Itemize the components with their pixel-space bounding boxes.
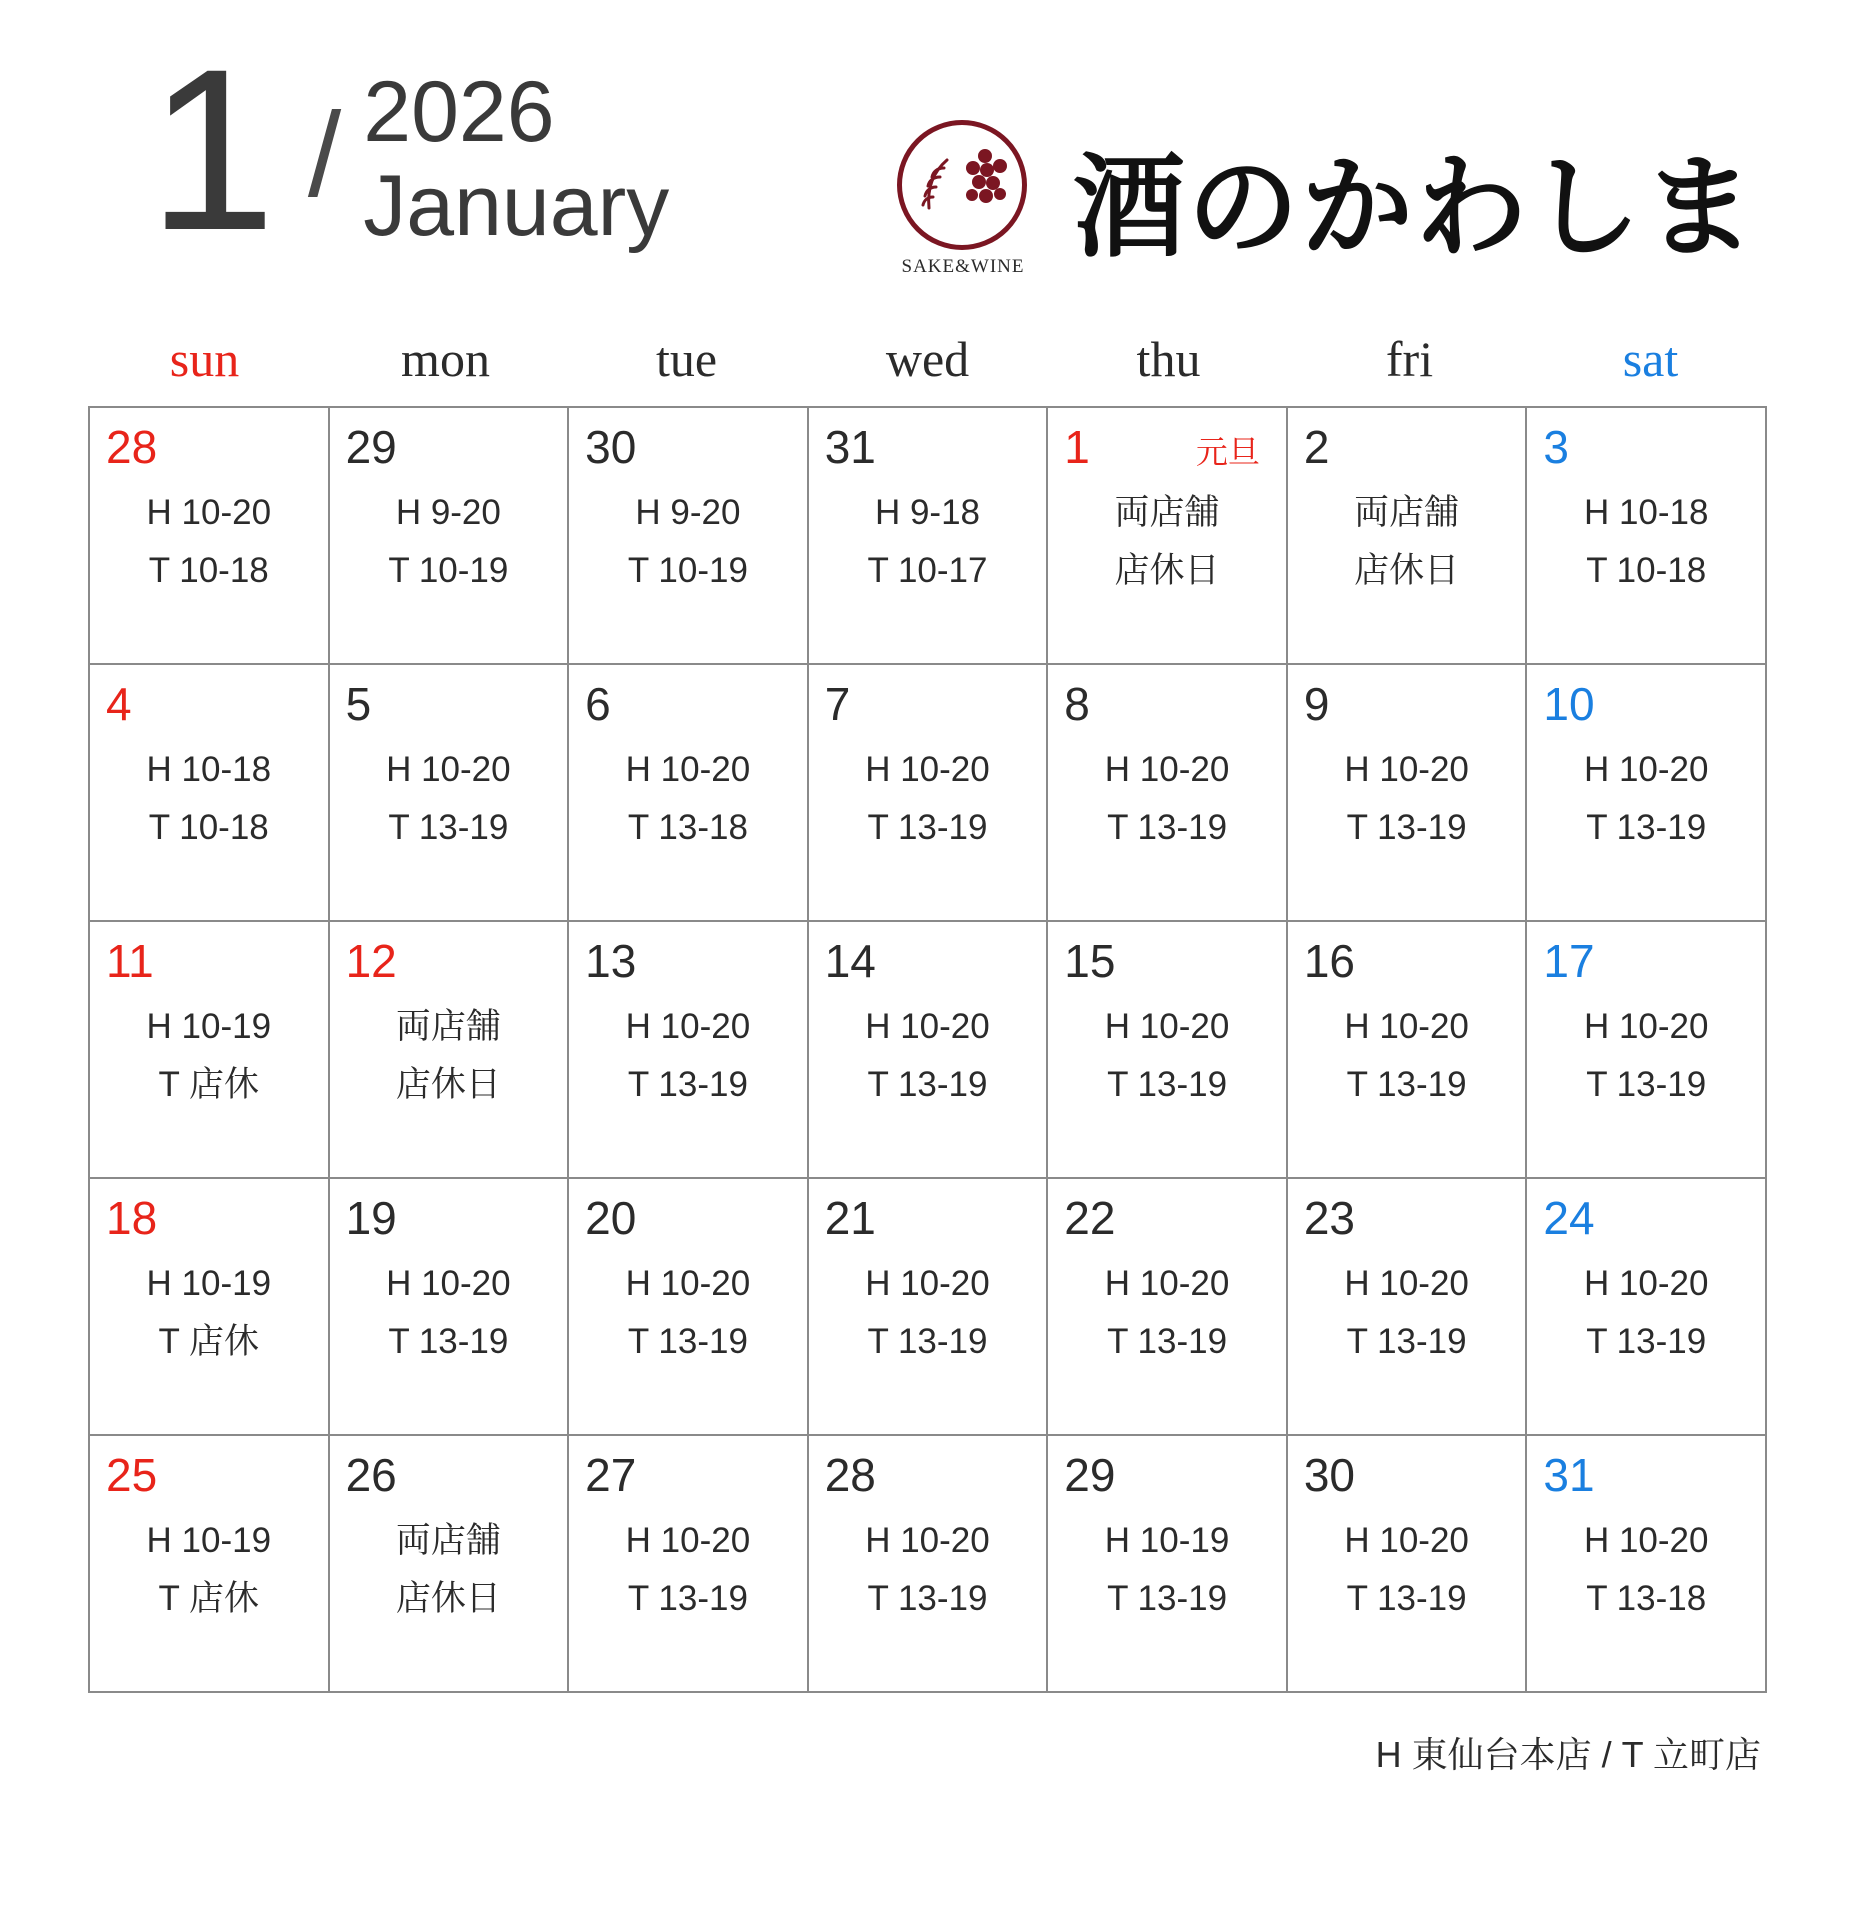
- store-hours: [585, 998, 791, 1114]
- store-hours-line-2: T 10-18: [148, 808, 269, 847]
- store-hours: [1543, 1255, 1749, 1371]
- calendar-day-cell[interactable]: [809, 1436, 1049, 1693]
- day-number-row: [585, 679, 791, 735]
- store-hours-line-1: 両店舗: [1114, 493, 1220, 532]
- store-hours-line-1: H 10-19: [146, 1007, 272, 1046]
- day-number: 19: [345, 1192, 397, 1244]
- day-number: 28: [824, 1449, 876, 1501]
- store-hours-line-1: H 10-19: [146, 1521, 272, 1560]
- store-hours-line-2: T 13-19: [867, 1579, 988, 1618]
- day-number: 7: [824, 678, 851, 730]
- day-number-row: [106, 679, 312, 735]
- calendar-day-cell[interactable]: [1048, 1179, 1288, 1436]
- day-number-row: [585, 422, 791, 478]
- day-number: 4: [106, 678, 132, 730]
- calendar-day-cell[interactable]: [330, 1179, 570, 1436]
- day-number-row: [1064, 422, 1270, 478]
- store-hours: [585, 1512, 791, 1628]
- store-hours-line-1: H 9-20: [395, 493, 501, 532]
- calendar-day-cell[interactable]: [1527, 1436, 1767, 1693]
- day-number-row: [346, 1450, 552, 1506]
- store-hours: [1064, 1255, 1270, 1371]
- weekday-label-wed: wed: [885, 331, 970, 387]
- day-number: 1: [1064, 421, 1090, 473]
- store-hours-line-1: H 10-20: [1344, 750, 1469, 789]
- calendar-day-cell[interactable]: [809, 408, 1049, 665]
- store-hours: [346, 998, 552, 1114]
- store-hours-line-2: T 店休: [158, 1579, 260, 1618]
- store-hours-line-1: H 10-20: [1104, 1007, 1230, 1046]
- calendar-day-cell[interactable]: [1527, 665, 1767, 922]
- day-number: 31: [1543, 1449, 1595, 1501]
- store-hours-line-1: H 10-20: [146, 493, 272, 532]
- store-hours: [1543, 1512, 1749, 1628]
- store-hours: [825, 1512, 1031, 1628]
- calendar-day-cell[interactable]: [90, 408, 330, 665]
- store-hours-line-1: H 10-20: [1583, 1521, 1709, 1560]
- store-hours-line-2: T 13-18: [1586, 1579, 1707, 1618]
- store-hours-line-1: H 10-20: [625, 1521, 751, 1560]
- brand-brush-text: 酒のかわしま: [1073, 141, 1757, 273]
- grape-circle-icon: [883, 120, 1043, 295]
- day-number-row: [1543, 422, 1749, 478]
- store-hours-line-2: T 13-19: [627, 1065, 748, 1104]
- store-hours-line-1: H 10-20: [1344, 1007, 1469, 1046]
- day-number: 30: [1303, 1449, 1356, 1501]
- calendar-grid: [88, 406, 1767, 1693]
- day-number-row: [585, 1193, 791, 1249]
- day-number-row: [1304, 422, 1510, 478]
- day-number-row: [1064, 679, 1270, 735]
- weekday-label-sat: sat: [1622, 331, 1679, 387]
- day-number-row: [1543, 1193, 1749, 1249]
- day-number: 21: [824, 1192, 876, 1244]
- day-number-row: [106, 1450, 312, 1506]
- day-number-row: [346, 679, 552, 735]
- store-hours-line-2: T 13-19: [1346, 1322, 1467, 1361]
- store-hours-line-2: T 13-19: [388, 808, 509, 847]
- store-hours-line-1: H 10-20: [1104, 1264, 1230, 1303]
- store-hours: [106, 1512, 312, 1628]
- calendar-day-cell[interactable]: [1527, 1179, 1767, 1436]
- store-hours-line-2: T 13-19: [1107, 1579, 1228, 1618]
- calendar-day-cell[interactable]: [1048, 408, 1288, 665]
- day-number: 5: [345, 678, 372, 730]
- day-number: 16: [1303, 935, 1356, 987]
- weekday-label-fri: fri: [1385, 331, 1434, 387]
- store-hours-line-2: T 13-19: [1346, 1065, 1467, 1104]
- store-hours-line-2: T 店休: [158, 1065, 260, 1104]
- store-hours-line-2: T 13-19: [867, 1065, 988, 1104]
- store-hours: [1304, 998, 1510, 1114]
- store-hours-line-2: 店休日: [395, 1065, 501, 1104]
- store-hours-line-1: H 10-20: [865, 750, 990, 789]
- store-hours-line-1: H 10-20: [1583, 1007, 1709, 1046]
- store-hours: [346, 1512, 552, 1628]
- store-hours-line-2: T 10-19: [388, 551, 509, 590]
- calendar-day-cell[interactable]: [90, 922, 330, 1179]
- store-hours-line-1: H 10-18: [1583, 493, 1709, 532]
- store-hours-line-1: H 9-18: [874, 493, 981, 532]
- calendar-day-cell[interactable]: [809, 665, 1049, 922]
- store-hours-line-1: H 10-20: [1344, 1521, 1469, 1560]
- day-number-row: [1304, 1450, 1510, 1506]
- store-hours-line-2: T 13-18: [627, 808, 748, 847]
- store-hours-line-1: H 10-20: [625, 1007, 751, 1046]
- weekday-label-sun: sun: [169, 331, 240, 387]
- store-hours: [825, 998, 1031, 1114]
- store-hours-line-2: T 13-19: [627, 1322, 748, 1361]
- calendar-day-cell[interactable]: [1527, 922, 1767, 1179]
- title-separator: /: [307, 88, 342, 222]
- store-hours-line-1: H 9-20: [635, 493, 741, 532]
- day-number: 22: [1064, 1192, 1116, 1244]
- year-month-block: [363, 40, 669, 254]
- weekday-header-row: [84, 330, 1771, 388]
- calendar-day-cell[interactable]: [1048, 1436, 1288, 1693]
- day-number: 26: [345, 1449, 397, 1501]
- day-number: 23: [1303, 1192, 1356, 1244]
- day-number-row: [106, 422, 312, 478]
- day-number-row: [346, 422, 552, 478]
- day-number: 8: [1064, 678, 1090, 730]
- day-number: 24: [1543, 1192, 1595, 1244]
- store-hours-line-1: 両店舗: [1354, 493, 1460, 532]
- calendar-day-cell[interactable]: [1288, 665, 1528, 922]
- store-hours: [1064, 998, 1270, 1114]
- wheat-leaf-icon: [917, 156, 963, 212]
- calendar-day-cell[interactable]: [569, 665, 809, 922]
- day-number-row: [585, 1450, 791, 1506]
- calendar-day-cell[interactable]: [809, 1179, 1049, 1436]
- day-number: 2: [1303, 421, 1330, 473]
- day-number-row: [1543, 936, 1749, 992]
- store-hours-line-1: 両店舗: [395, 1007, 501, 1046]
- store-hours-line-1: H 10-20: [865, 1264, 990, 1303]
- day-number-row: [1064, 936, 1270, 992]
- calendar-day-cell[interactable]: [330, 922, 570, 1179]
- day-number-row: [585, 936, 791, 992]
- store-hours-line-1: H 10-20: [386, 750, 511, 789]
- day-number-row: [1543, 679, 1749, 735]
- weekday-label-mon: mon: [401, 331, 490, 387]
- calendar-day-cell[interactable]: [330, 408, 570, 665]
- calendar-day-cell[interactable]: [1288, 1179, 1528, 1436]
- calendar-day-cell[interactable]: [569, 1179, 809, 1436]
- day-number: 15: [1064, 935, 1116, 987]
- store-hours-line-1: 両店舗: [395, 1521, 501, 1560]
- store-hours: [1064, 741, 1270, 857]
- store-hours: [1064, 1512, 1270, 1628]
- store-hours: [1304, 1255, 1510, 1371]
- calendar-day-cell[interactable]: [809, 922, 1049, 1179]
- store-hours-line-2: T 13-19: [1346, 808, 1467, 847]
- calendar-day-cell[interactable]: [1288, 922, 1528, 1179]
- calendar-day-cell[interactable]: [330, 1436, 570, 1693]
- store-hours: [106, 1255, 312, 1371]
- day-number-row: [825, 1450, 1031, 1506]
- calendar-day-cell[interactable]: [1527, 408, 1767, 665]
- calendar-day-cell[interactable]: [330, 665, 570, 922]
- store-hours: [585, 1255, 791, 1371]
- store-hours-line-2: 店休日: [1354, 551, 1460, 590]
- day-number: 29: [345, 421, 397, 473]
- store-hours: [825, 484, 1031, 600]
- brand-logo: [883, 120, 1757, 295]
- weekday-label-thu: thu: [1136, 331, 1201, 387]
- grape-icon: [957, 146, 1013, 218]
- day-number: 30: [585, 421, 637, 473]
- store-hours: [1543, 741, 1749, 857]
- store-hours: [585, 484, 791, 600]
- store-hours-line-1: H 10-20: [1583, 1264, 1709, 1303]
- day-number: 11: [106, 935, 154, 987]
- day-number: 29: [1064, 1449, 1116, 1501]
- calendar-day-cell[interactable]: [1048, 922, 1288, 1179]
- calendar-day-cell[interactable]: [90, 665, 330, 922]
- store-hours-line-1: H 10-20: [1344, 1264, 1469, 1303]
- year-label: 2026: [363, 64, 555, 160]
- day-number: 14: [824, 935, 876, 987]
- store-hours-line-1: H 10-20: [625, 750, 751, 789]
- day-number-row: [1304, 679, 1510, 735]
- day-number: 27: [585, 1449, 637, 1501]
- store-hours: [106, 741, 312, 857]
- calendar-day-cell[interactable]: [1288, 1436, 1528, 1693]
- store-hours-line-2: T 13-19: [867, 808, 988, 847]
- store-hours-line-2: T 店休: [158, 1322, 260, 1361]
- store-hours: [1304, 741, 1510, 857]
- store-hours-line-1: H 10-20: [1583, 750, 1709, 789]
- day-number-row: [825, 422, 1031, 478]
- day-number: 13: [585, 935, 637, 987]
- day-number: 25: [106, 1449, 158, 1501]
- day-number-row: [825, 1193, 1031, 1249]
- day-number-row: [106, 1193, 312, 1249]
- day-number: 20: [585, 1192, 637, 1244]
- day-number-row: [106, 936, 312, 992]
- day-number-row: [1064, 1450, 1270, 1506]
- logo-caption: SAKE&WINE: [901, 256, 1025, 277]
- store-hours-line-2: T 13-19: [1107, 1322, 1228, 1361]
- store-hours-line-2: T 13-19: [388, 1322, 509, 1361]
- store-hours-line-1: H 10-20: [865, 1521, 990, 1560]
- store-hours: [1543, 998, 1749, 1114]
- store-hours-line-1: H 10-19: [1104, 1521, 1230, 1560]
- store-hours: [825, 1255, 1031, 1371]
- weekday-label-tue: tue: [655, 331, 718, 387]
- store-hours: [106, 484, 312, 600]
- store-hours-line-1: H 10-20: [865, 1007, 990, 1046]
- day-number: 12: [345, 935, 397, 987]
- store-hours-line-1: H 10-19: [146, 1264, 272, 1303]
- store-hours-line-2: T 13-19: [1586, 1065, 1707, 1104]
- store-hours-line-2: T 13-19: [627, 1579, 748, 1618]
- store-hours-line-2: T 13-19: [1586, 808, 1707, 847]
- day-number-row: [825, 936, 1031, 992]
- store-hours: [346, 484, 552, 600]
- calendar-day-cell[interactable]: [569, 408, 809, 665]
- store-hours-line-2: T 13-19: [1107, 1065, 1228, 1104]
- store-hours: [585, 741, 791, 857]
- day-number: 18: [106, 1192, 158, 1244]
- calendar-day-cell[interactable]: [90, 1436, 330, 1693]
- day-number: 28: [106, 421, 158, 473]
- day-number: 6: [585, 678, 611, 730]
- store-hours: [1543, 484, 1749, 600]
- day-number-row: [346, 936, 552, 992]
- day-number-row: [1543, 1450, 1749, 1506]
- calendar-day-cell[interactable]: [1048, 665, 1288, 922]
- store-hours-line-2: 店休日: [1114, 551, 1220, 590]
- store-hours-line-1: H 10-20: [625, 1264, 751, 1303]
- store-hours-line-2: T 13-19: [867, 1322, 988, 1361]
- calendar-day-cell[interactable]: [1288, 408, 1528, 665]
- calendar-day-cell[interactable]: [569, 922, 809, 1179]
- store-hours: [1304, 1512, 1510, 1628]
- day-number: 9: [1303, 678, 1330, 730]
- month-name-label: January: [363, 158, 670, 254]
- day-number: 31: [824, 421, 876, 473]
- day-number-row: [825, 679, 1031, 735]
- store-hours: [346, 741, 552, 857]
- day-number-row: [346, 1193, 552, 1249]
- store-hours-line-1: H 10-20: [1104, 750, 1230, 789]
- store-hours-line-2: T 13-19: [1586, 1322, 1707, 1361]
- store-hours: [1064, 484, 1270, 600]
- day-number: 3: [1543, 421, 1570, 473]
- day-number-row: [1064, 1193, 1270, 1249]
- store-hours-line-2: T 13-19: [1346, 1579, 1467, 1618]
- day-number-row: [1304, 1193, 1510, 1249]
- store-hours-line-2: T 10-19: [627, 551, 748, 590]
- day-number: 10: [1543, 678, 1595, 730]
- holiday-label: 元旦: [1195, 434, 1260, 470]
- store-hours-line-2: T 10-18: [148, 551, 269, 590]
- calendar-day-cell[interactable]: [569, 1436, 809, 1693]
- store-hours: [346, 1255, 552, 1371]
- calendar-header: [88, 0, 1767, 330]
- store-hours-line-2: 店休日: [395, 1579, 501, 1618]
- day-number: 17: [1543, 935, 1595, 987]
- store-hours-line-2: T 10-17: [867, 551, 988, 590]
- month-number: 1: [148, 21, 274, 278]
- store-hours-line-2: T 10-18: [1586, 551, 1707, 590]
- store-hours-line-1: H 10-18: [146, 750, 272, 789]
- store-hours: [106, 998, 312, 1114]
- title-block: [148, 21, 670, 278]
- store-hours: [1304, 484, 1510, 600]
- day-number-row: [1304, 936, 1510, 992]
- store-hours-line-1: H 10-20: [386, 1264, 511, 1303]
- calendar-day-cell[interactable]: [90, 1179, 330, 1436]
- store-hours-line-2: T 13-19: [1107, 808, 1228, 847]
- footer-note: H 東仙台本店 / T 立町店: [1375, 1734, 1761, 1775]
- store-hours: [825, 741, 1031, 857]
